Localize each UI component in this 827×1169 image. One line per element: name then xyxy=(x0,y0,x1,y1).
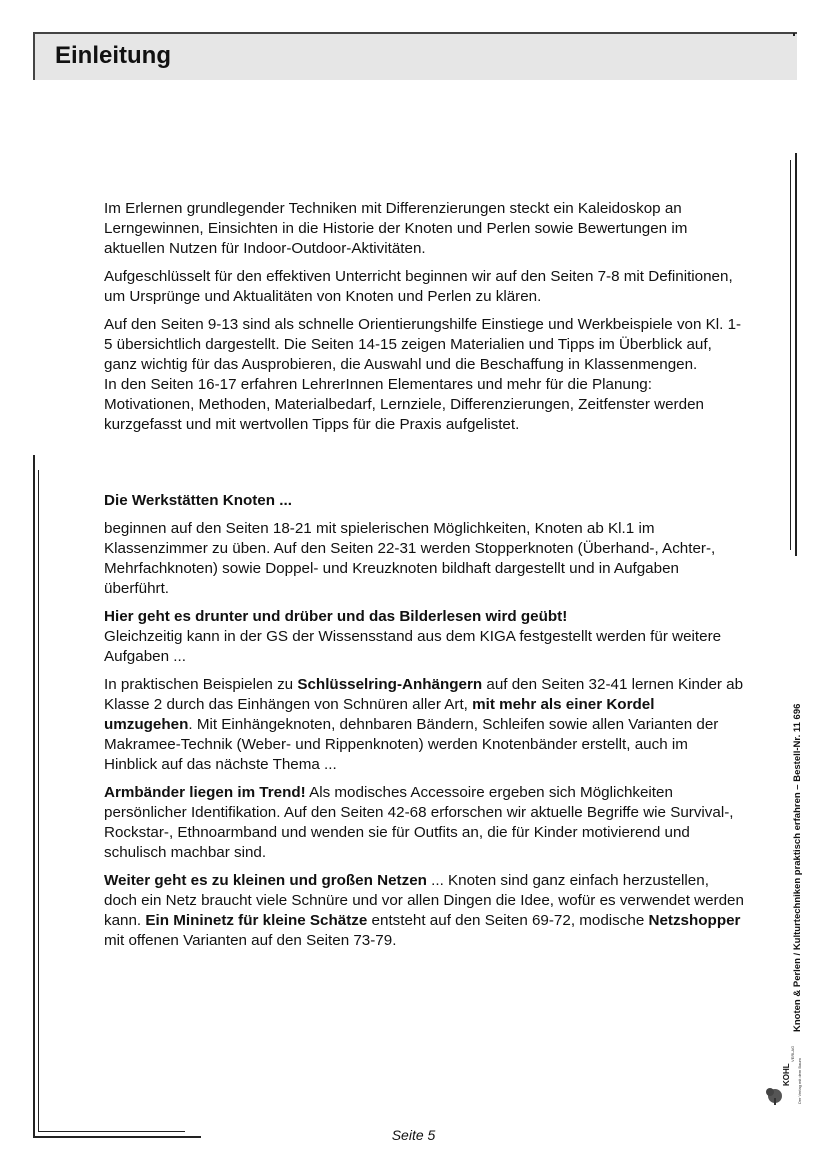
frame-line-left-outer xyxy=(33,455,35,1138)
section-heading xyxy=(104,491,744,511)
text-segment: mit offenen Varianten auf den Seiten 73-79. xyxy=(104,932,397,949)
logo-sub: VERLAG xyxy=(790,1045,795,1062)
text-segment: ... Knoten sind ganz einfach herzustellen, doch ein Netz braucht viele Schnüre und vor allen Dingen die Idee, wofür es verwendet werden kann. xyxy=(104,872,744,929)
bilderlesen-bold: Hier geht es drunter und drüber und das Bilderlesen wird geübt! xyxy=(104,608,568,625)
paragraph-netze xyxy=(104,871,744,951)
heading-text: Die Werkstätten Knoten ... xyxy=(104,492,292,509)
paragraph-intro: Im Erlernen grundlegender Techniken mit Differenzierungen steckt ein Kaleidoskop an Lerngewinnen, Einsichten in die Historie der Knoten und Perlen sowie Bewertungen im aktuellen Nutzen für Indoor-Outdoor-Aktivitäten. xyxy=(104,200,688,257)
publisher-logo xyxy=(763,1040,811,1106)
text-segment: In praktischen Beispielen zu xyxy=(104,676,298,693)
section-gap xyxy=(104,435,744,491)
bold-segment: Armbänder liegen im Trend! xyxy=(104,784,306,801)
paragraph-definitions: Aufgeschlüsselt für den effektiven Unterricht beginnen wir auf den Seiten 7-8 mit Definitionen, um Ursprünge und Aktualitäten von Knoten und Perlen zu klären. xyxy=(104,268,733,305)
paragraph-overview xyxy=(104,315,744,435)
text-segment: entsteht auf den Seiten 69-72, modische xyxy=(367,912,649,929)
text-segment: . Mit Einhängeknoten, dehnbaren Bändern, Schleifen sowie allen Varianten der Makramee-Technik (Weber- und Rippenknoten) werden Knotenbänder erstellt, auch im Hinblick auf das nächste Thema ... xyxy=(104,716,719,773)
text-segment: Als modisches Accessoire ergeben sich Möglichkeiten persönlicher Identifikation. Auf den Seiten 42-68 erforschen wir aktuelle Begriffe wie Survival-, Rockstar-, Ethnoarmband und wenden sie für Outfits an, die für Kinder motivierend und schulisch machbar sind. xyxy=(104,784,734,861)
page-header xyxy=(33,32,797,80)
page-number: Seite 5 xyxy=(391,1127,436,1143)
logo-name: KOHL xyxy=(782,1063,791,1086)
page-title: Einleitung xyxy=(55,42,171,69)
paragraph-werkstaetten: beginnen auf den Seiten 18-21 mit spielerischen Möglichkeiten, Knoten ab Kl.1 im Klassenzimmer zu üben. Auf den Seiten 22-31 werden Stopperknoten (Überhand-, Achter-, Mehrfachknoten) sowie Doppel- und Kreuzknoten bildhaft dargestellt und in Aufgaben überführt. xyxy=(104,520,716,597)
planning-text: In den Seiten 16-17 erfahren LehrerInnen Elementares und mehr für die Planung: Motivationen, Methoden, Materialbedarf, Lernziele, Differenzierungen, Zeitfenster werden kurzgefasst und mit wertvollen Tipps für die Praxis aufgelistet. xyxy=(104,376,704,433)
frame-line-right-inner xyxy=(790,160,791,550)
frame-line-top-right xyxy=(793,33,795,36)
text-segment: auf den Seiten 32-41 lernen Kinder ab Klasse 2 durch das Einhängen von Schnüren aller Art, xyxy=(104,676,744,713)
bold-segment: mit mehr als einer Kordel umzugehen xyxy=(104,696,655,733)
paragraph-schluesselring xyxy=(104,675,744,775)
bilderlesen-text: Gleichzeitig kann in der GS der Wissensstand aus dem KIGA festgestellt werden für weitere Aufgaben ... xyxy=(104,628,722,665)
paragraph-bilderlesen xyxy=(104,607,744,667)
frame-line-right-outer xyxy=(795,153,797,556)
frame-line-left-inner xyxy=(38,470,39,1132)
tree-icon xyxy=(766,1088,782,1105)
body-text xyxy=(104,199,744,959)
bold-segment: Schlüsselring-Anhängern xyxy=(297,676,483,693)
bold-segment: Weiter geht es zu kleinen und großen Netzen xyxy=(104,872,427,889)
overview-text: Auf den Seiten 9-13 sind als schnelle Orientierungshilfe Einstiege und Werkbeispiele von Kl. 1-5 übersichtlich dargestellt. Die Seiten 14-15 zeigen Materialien und Tipps im Überblick auf, ganz wichtig für das Ausprobieren, die Auswahl und die Beschaffung in Klassenmengen. xyxy=(104,316,742,373)
paragraph-armbaender xyxy=(104,783,744,863)
logo-tagline: Der Verlag mit dem Baum xyxy=(797,1058,802,1104)
bold-segment: Netzshopper xyxy=(648,912,741,929)
bold-segment: Ein Mininetz für kleine Schätze xyxy=(145,912,368,929)
sidebar-text: Knoten & Perlen / Kulturtechniken praktisch erfahren – Bestell-Nr. 11 696 xyxy=(792,703,803,1032)
